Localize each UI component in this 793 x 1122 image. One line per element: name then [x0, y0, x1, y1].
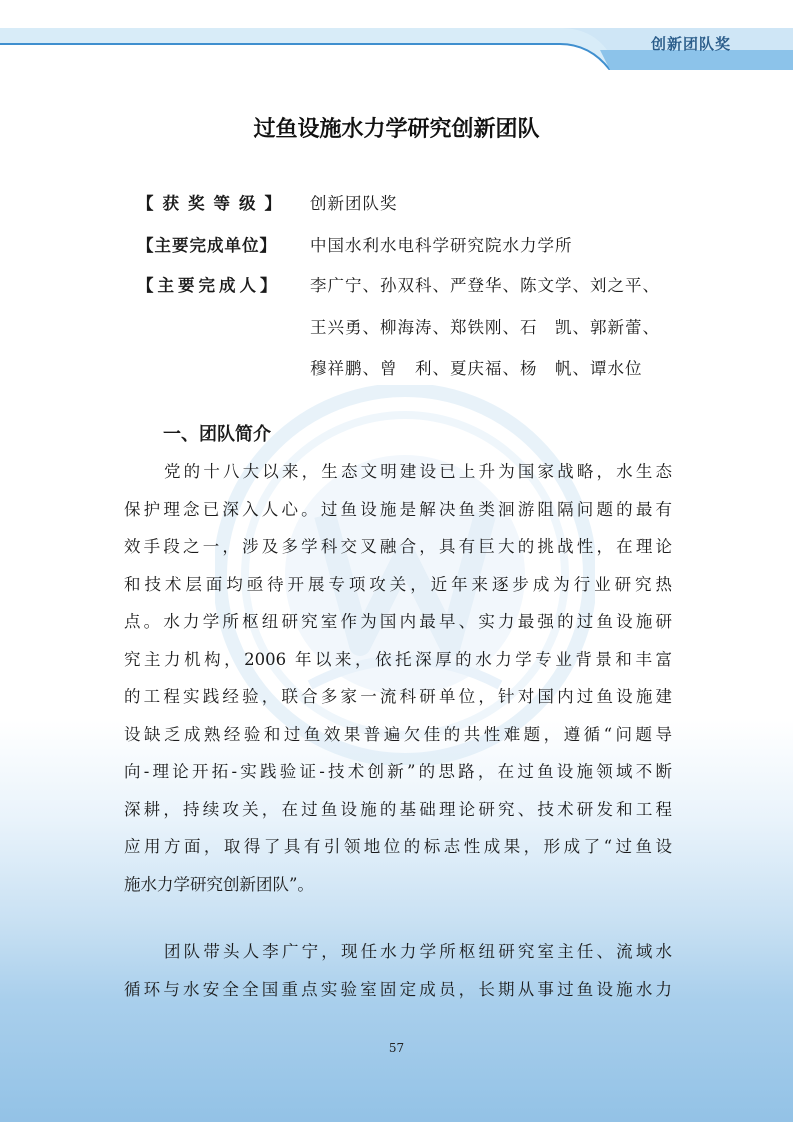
paragraph-line: 施水力学研究创新团队”。 [124, 874, 314, 894]
page-title: 过鱼设施水力学研究创新团队 [253, 117, 540, 142]
paragraph-line: 应用方面，取得了具有引领地位的标志性成果，形成了“过鱼设 [124, 837, 672, 856]
paragraph-line: 点。水力学所枢纽研究室作为国内最早、实力最强的过鱼设施研 [124, 612, 672, 631]
info-value: 中国水利水电科学研究院水力学所 [310, 236, 573, 255]
info-value: 李广宁、孙双科、严登华、陈文学、刘之平、 [310, 276, 660, 295]
info-value: 穆祥鹏、曾 利、夏庆福、杨 帆、谭水位 [310, 359, 643, 378]
paragraph-line: 循环与水安全全国重点实验室固定成员，长期从事过鱼设施水力 [124, 979, 672, 999]
info-value: 创新团队奖 [310, 194, 398, 213]
paragraph-line: 党的十八大以来，生态文明建设已上升为国家战略，水生态 [164, 462, 672, 481]
info-label: 【主要完成单位】 [137, 236, 277, 255]
paragraph-line: 保护理念已深入人心。过鱼设施是解决鱼类洄游阻隔问题的最有 [124, 499, 672, 519]
header-section-label: 创新团队奖 [650, 35, 731, 53]
paragraph-line: 效手段之一，涉及多学科交叉融合，具有巨大的挑战性，在理论 [124, 537, 672, 556]
section-heading: 一、团队简介 [163, 424, 271, 445]
paragraph-line: 团队带头人李广宁，现任水力学所枢纽研究室主任、流域水 [164, 942, 672, 961]
page-number: 57 [388, 1041, 405, 1055]
info-label: 【主要完成人】 [137, 276, 281, 295]
paragraph-line: 向-理论开拓-实践验证-技术创新”的思路，在过鱼设施领域不断 [124, 762, 672, 781]
paragraph-2 [124, 933, 672, 1008]
paragraph-line: 究主力机构，2006 年以来，依托深厚的水力学专业背景和丰富 [124, 649, 672, 669]
info-label: 【获奖等级】 [137, 194, 290, 213]
info-value: 王兴勇、柳海涛、郑铁刚、石 凯、郭新蕾、 [310, 318, 660, 337]
paragraph-1 [124, 453, 672, 903]
paragraph-line: 的工程实践经验，联合多家一流科研单位，针对国内过鱼设施建 [124, 687, 672, 706]
paragraph-line: 深耕，持续攻关，在过鱼设施的基础理论研究、技术研发和工程 [124, 799, 672, 819]
paragraph-line: 设缺乏成熟经验和过鱼效果普遍欠佳的共性难题，遵循“问题导 [124, 724, 672, 744]
paragraph-line: 和技术层面均亟待开展专项攻关，近年来逐步成为行业研究热 [124, 574, 672, 594]
